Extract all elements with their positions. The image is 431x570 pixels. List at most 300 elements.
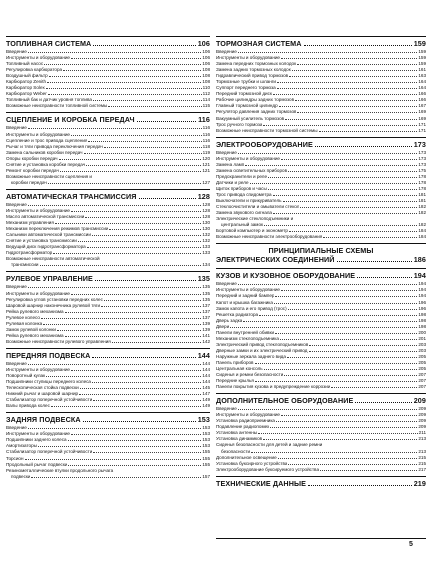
toc-section [6, 271, 210, 347]
entry-title: Замена передних тормозных колодок [216, 61, 297, 67]
section-heading[interactable] [216, 268, 426, 280]
entry-page: 178 [418, 173, 426, 179]
dot-leader [230, 327, 417, 328]
entry-page: 155 [202, 449, 210, 455]
entry-title: Щиток приборов и часы [216, 185, 267, 191]
entry-title: Наружные зеркала заднего вида [216, 353, 286, 359]
entry-title: Установка буксирного устройства [216, 460, 288, 466]
dot-leader [48, 94, 202, 95]
dot-leader [238, 153, 418, 154]
entry-title: Снятие и установка трансмиссии [6, 238, 77, 244]
entry-title: Возможные неисправности топливной системы [6, 103, 108, 109]
entry-title: Инструменты и оборудование [216, 412, 280, 418]
entry-page: 169 [418, 115, 426, 121]
dot-leader [279, 106, 418, 107]
section-page: 116 [198, 115, 210, 125]
section-title: ТОРМОЗНАЯ СИСТЕМА [216, 39, 302, 48]
dot-leader [31, 477, 201, 478]
entry-page: 135 [202, 290, 210, 296]
section-heading[interactable] [216, 393, 426, 405]
entry-title: Возможные неисправности рулевого управления [6, 338, 111, 344]
entry-title: Трос привода спидометра [216, 191, 272, 197]
section-title: ТОПЛИВНАЯ СИСТЕМА [6, 39, 92, 48]
entry-page: 106 [202, 49, 210, 54]
entry-page: 116 [202, 137, 210, 143]
entry-title: Карбюратор Zenith [6, 79, 47, 85]
dot-leader [276, 421, 417, 422]
entry-page: 120 [202, 155, 210, 161]
dot-leader [57, 330, 201, 331]
entry-page: 128 [202, 214, 210, 220]
dot-leader [277, 82, 417, 83]
entry-page: 115 [202, 103, 210, 109]
toc-section [6, 348, 210, 412]
entry-page: 173 [418, 155, 426, 161]
entry-title: Карбюратор Weber [6, 91, 47, 97]
entry-page: 133 [202, 250, 210, 256]
entry-title: Сальники автоматической трансмиссии [6, 232, 91, 238]
dot-leader [93, 452, 201, 453]
entry-title: Рейка рулевого механизма [6, 308, 64, 314]
entry-page: 181 [418, 191, 426, 197]
dot-leader [71, 434, 201, 435]
section-heading-line [216, 246, 426, 255]
dot-leader [245, 165, 417, 166]
bottom-rule [216, 538, 426, 539]
entry-title: Механизм управления [6, 220, 54, 226]
dot-leader [255, 381, 417, 382]
entry-title: Телескопическая стойка подвески [6, 385, 79, 391]
entry-title: Возможные неисправности сцепления и [6, 173, 92, 179]
toc-entry[interactable] [6, 468, 210, 480]
entry-title: Инструменты и оборудование [6, 290, 70, 296]
entry-page: 184 [418, 234, 426, 240]
entry-page: 155 [202, 455, 210, 461]
dot-leader [71, 211, 201, 212]
entry-title: Стабилизатор поперечной устойчивости [6, 397, 93, 403]
entry-title: Рулевое колесо [6, 314, 40, 320]
entry-title: Сиденья и ремни безопасности [216, 372, 284, 378]
entry-page: 144 [202, 360, 210, 366]
dot-leader [264, 225, 417, 226]
entry-page: 149 [202, 403, 210, 409]
entry-page: 116 [202, 131, 210, 137]
entry-page: 128 [202, 201, 210, 207]
entry-title: Инструменты и оборудование [6, 207, 70, 213]
dot-leader [274, 303, 417, 304]
section-heading[interactable] [216, 243, 426, 264]
dot-leader [78, 241, 202, 242]
entry-page: 207 [418, 372, 426, 378]
dot-leader [273, 94, 417, 95]
dot-leader [40, 265, 202, 266]
entry-page: 137 [202, 308, 210, 314]
section-title: КУЗОВ И КУЗОВНОЕ ОБОРУДОВАНИЕ [216, 271, 356, 281]
entry-title-continued: безопасности [221, 448, 251, 454]
section-page: 194 [413, 271, 426, 281]
entry-title: Подшипники заднего колеса [6, 437, 67, 443]
entry-title: Валы привода колес [6, 403, 50, 409]
toc-entry[interactable] [6, 174, 210, 186]
dot-leader [289, 76, 417, 77]
dot-leader [53, 253, 201, 254]
page-number: 5 [409, 541, 413, 548]
dot-leader [92, 235, 201, 236]
section-heading[interactable] [6, 271, 210, 283]
section-page: 209 [413, 396, 426, 406]
entry-page: 169 [418, 109, 426, 115]
entry-title: Передние крылья [216, 378, 254, 384]
dot-leader [268, 177, 417, 178]
entry-page: 217 [418, 466, 426, 472]
section-title: РУЛЕВОЕ УПРАВЛЕНИЕ [6, 274, 93, 284]
entry-page: 134 [202, 262, 210, 268]
dot-leader [71, 370, 201, 371]
section-gap [6, 480, 210, 483]
entry-title: Механизм стеклоподъемника [216, 335, 279, 341]
section-heading[interactable] [216, 36, 426, 48]
entry-page: 205 [418, 353, 426, 359]
dot-leader [357, 277, 412, 278]
dot-leader [47, 82, 201, 83]
entry-page: 194 [418, 287, 426, 293]
entry-title: Рычаг и тяги привода переключения передач [6, 143, 103, 149]
entry-page: 166 [418, 91, 426, 97]
dot-leader [85, 217, 201, 218]
entry-title-continued: подвески [11, 473, 31, 479]
entry-page: 207 [418, 384, 426, 390]
entry-page: 139 [202, 326, 210, 332]
entry-title: Установка динамиков [216, 436, 263, 442]
dot-leader [65, 336, 202, 337]
entry-page: 135 [202, 284, 210, 290]
dot-leader [68, 465, 201, 466]
entry-page: 196 [418, 299, 426, 305]
dot-leader [275, 333, 417, 334]
entry-page: 207 [418, 378, 426, 384]
entry-title: Панели внутренней обивки [216, 329, 275, 335]
entry-title: Торсион [6, 455, 24, 461]
entry-title: Дверные замки и их электрический привод [216, 347, 308, 353]
entry-page: 137 [202, 314, 210, 320]
dot-leader [259, 315, 417, 316]
entry-page: 175 [418, 167, 426, 173]
entry-page: 153 [202, 425, 210, 431]
entry-title: Замена ламп [216, 161, 245, 167]
entry-title: Вакуумный усилитель тормозов [216, 115, 285, 121]
section-title: ТЕХНИЧЕСКИЕ ДАННЫЕ [216, 478, 307, 488]
dot-leader [86, 165, 201, 166]
dot-leader [319, 131, 418, 132]
dot-leader [277, 88, 418, 89]
entry-title: Трос ручного тормоза [216, 121, 263, 127]
dot-leader [79, 394, 201, 395]
dot-leader [268, 189, 418, 190]
entry-title: Электрические стеклоподъемники и [216, 216, 294, 222]
dot-leader [55, 223, 201, 224]
entry-page: 184 [418, 228, 426, 234]
dot-leader [83, 421, 196, 422]
section-title: СЦЕПЛЕНИЕ И КОРОБКА ПЕРЕДАЧ [6, 115, 135, 125]
entry-title: Рулевая колонка [6, 320, 43, 326]
dot-leader [300, 207, 417, 208]
section-heading[interactable] [216, 137, 426, 149]
entry-page: 201 [418, 335, 426, 341]
dot-leader [59, 159, 202, 160]
dot-leader [281, 290, 417, 291]
section-page: 173 [413, 139, 426, 149]
entry-title: Введение [6, 284, 27, 290]
entry-title: Возможные неисправности тормозной системы [216, 127, 318, 133]
entry-title: Введение [6, 425, 27, 431]
dot-leader [288, 309, 418, 310]
entry-title: Введение [216, 406, 237, 412]
entry-page: 135 [202, 296, 210, 302]
toc-entry[interactable] [216, 442, 426, 454]
entry-title: Электрооборудование буксируемого устройства [216, 466, 319, 472]
dot-leader [63, 70, 201, 71]
entry-page: 209 [418, 418, 426, 424]
entry-title: Масло автоматической трансмиссии [6, 214, 85, 220]
dot-leader [93, 100, 202, 101]
section-page: 159 [413, 39, 426, 48]
entry-title: Инструменты и оборудование [216, 55, 280, 61]
dot-leader [238, 284, 418, 285]
entry-title: Введение [6, 201, 27, 207]
entry-title: Механизм переключения режимов трансмиссии [6, 226, 109, 232]
dot-leader [51, 406, 201, 407]
toc-entry[interactable] [216, 216, 426, 228]
entry-title: Введение [216, 281, 237, 287]
dot-leader [28, 205, 202, 206]
dot-leader [323, 237, 417, 238]
dot-leader [288, 464, 417, 465]
dot-leader [137, 121, 196, 122]
entry-page: 194 [418, 293, 426, 299]
entry-page: 200 [418, 329, 426, 335]
entry-title: Регулировка углов установки передних колес [6, 296, 103, 302]
entry-title: Выключатели и прикуриватель [216, 198, 282, 204]
entry-page: 161 [418, 67, 426, 73]
entry-page: 164 [418, 79, 426, 85]
entry-title: Продольный рычаг подвески [6, 461, 68, 467]
toc-section [216, 36, 426, 137]
dot-leader [48, 183, 202, 184]
section-heading[interactable] [6, 36, 210, 48]
entry-title: Тормозные трубки и шланги [216, 79, 276, 85]
entry-title: Двери [216, 323, 230, 329]
section-heading[interactable] [6, 412, 210, 424]
entry-title: Замена сальников коробки передач [6, 149, 83, 155]
dot-leader [139, 198, 196, 199]
section-page: 144 [197, 350, 210, 360]
section-heading[interactable] [6, 112, 210, 124]
toc-section [216, 393, 426, 476]
entry-page: 144 [202, 366, 210, 372]
dot-leader [309, 345, 417, 346]
entry-title: Карбюратор Solex [6, 85, 45, 91]
dot-leader [270, 427, 417, 428]
toc-section [6, 112, 210, 188]
entry-title: Возможные неисправности электрооборудования [216, 234, 323, 240]
entry-page: 159 [418, 55, 426, 61]
entry-page: 182 [418, 222, 426, 228]
entry-page: 159 [418, 61, 426, 67]
entry-title: Суппорт переднего тормоза [216, 85, 276, 91]
dot-leader [104, 147, 202, 148]
dot-leader [68, 440, 202, 441]
dot-leader [46, 88, 202, 89]
entry-page: 166 [418, 97, 426, 103]
entry-page: 118 [202, 143, 210, 149]
toc-entry[interactable] [6, 256, 210, 268]
entry-title: Резинометаллические втулки продольного рычага [6, 467, 114, 473]
dot-leader [255, 363, 418, 364]
section-heading[interactable] [6, 348, 210, 360]
entry-title: Опоры коробки передач [6, 155, 58, 161]
entry-title: Панели покрытия кузова и предупреждение коррозии [216, 384, 331, 390]
dot-leader [304, 45, 412, 46]
entry-title: Рабочие цилиндры задних тормозов [216, 97, 295, 103]
dot-leader [84, 153, 202, 154]
entry-page: 213 [418, 448, 426, 454]
entry-page: 121 [202, 161, 210, 167]
entry-page: 157 [202, 473, 210, 479]
entry-title: Центральная консоль [216, 366, 263, 372]
dot-leader [297, 112, 417, 113]
entry-title: Инструменты и оборудование [6, 55, 70, 61]
section-heading-line [216, 255, 426, 264]
entry-title: Инструменты и оборудование [6, 431, 70, 437]
dot-leader [109, 229, 201, 230]
dot-leader [337, 261, 412, 262]
entry-page: 108 [202, 67, 210, 73]
dot-leader [284, 375, 417, 376]
entry-title: Подавление радиопомех [216, 424, 270, 430]
dot-leader [263, 125, 417, 126]
entry-title: Дополнительное освещение [216, 454, 277, 460]
entry-title: Установка антенны [216, 430, 258, 436]
entry-page: 205 [418, 359, 426, 365]
entry-page: 178 [418, 185, 426, 191]
entry-title: Решетка радиатора [216, 311, 259, 317]
entry-page: 119 [202, 149, 210, 155]
dot-leader [292, 70, 418, 71]
dot-leader [331, 387, 417, 388]
dot-leader [315, 146, 412, 147]
entry-page: 209 [418, 412, 426, 418]
entry-title: Регулировка карбюратора [6, 67, 63, 73]
dot-leader [28, 287, 202, 288]
entry-title: Электрический привод стеклоподъемников [216, 341, 309, 347]
entry-page: 198 [418, 323, 426, 329]
entry-title: Инструменты и оборудование [6, 131, 70, 137]
dot-leader [280, 339, 417, 340]
section-page: 106 [197, 39, 210, 48]
dot-leader [287, 357, 417, 358]
entry-title: Дверь задка [216, 317, 243, 323]
dot-leader [92, 382, 201, 383]
entry-page: 171 [418, 121, 426, 127]
entry-title: Поворотный кулак [6, 373, 46, 379]
dot-leader [108, 106, 201, 107]
entry-page: 182 [418, 204, 426, 210]
entry-page: 141 [202, 332, 210, 338]
entry-page: 173 [418, 161, 426, 167]
toc-section [6, 189, 210, 272]
dot-leader [297, 64, 417, 65]
section-page: 219 [413, 478, 426, 488]
entry-title: Замена задних тормозных колодок [216, 67, 291, 73]
toc-section [6, 412, 210, 482]
entry-page: 198 [418, 317, 426, 323]
entry-page: 167 [418, 103, 426, 109]
entry-page: 215 [418, 454, 426, 460]
entry-title: Замена осветительных приборов [216, 167, 288, 173]
dot-leader [278, 458, 418, 459]
dot-leader [71, 294, 201, 295]
dot-leader [243, 321, 417, 322]
section-title: ПЕРЕДНЯЯ ПОДВЕСКА [6, 350, 91, 360]
entry-page: 132 [202, 232, 210, 238]
entry-title: Инструменты и оборудование [216, 287, 280, 293]
entry-page: 114 [202, 97, 210, 103]
dot-leader [285, 119, 417, 120]
toc-section [216, 137, 426, 244]
entry-page: 159 [418, 49, 426, 54]
entry-title: Замена звукового сигнала [216, 210, 272, 216]
entry-title: Возможные неисправности автоматической [6, 256, 100, 262]
section-title-continued: ЭЛЕКТРИЧЕСКИХ СОЕДИНЕНИЙ [216, 255, 335, 265]
entry-page: 196 [418, 305, 426, 311]
entry-page: 153 [202, 437, 210, 443]
entry-page: 203 [418, 347, 426, 353]
entry-title: Введение [6, 125, 27, 131]
dot-leader [308, 485, 412, 486]
section-page: 135 [197, 274, 210, 284]
dot-leader [28, 128, 202, 129]
dot-leader [112, 342, 202, 343]
entry-title: Капот и крышка багажника [216, 299, 273, 305]
entry-page: 194 [418, 281, 426, 287]
section-title: ЗАДНЯЯ ПОДВЕСКА [6, 415, 81, 425]
entry-title: Предохранители и реле [216, 173, 268, 179]
entry-title: Инструменты и оборудование [6, 366, 70, 372]
entry-title: Топливный насос [6, 61, 44, 67]
dot-leader [283, 201, 418, 202]
entry-page: 130 [202, 226, 210, 232]
entry-page: 108 [202, 79, 210, 85]
entry-page: 106 [202, 55, 210, 61]
dot-leader [88, 141, 201, 142]
entry-page: 144 [202, 373, 210, 379]
entry-page: 149 [202, 397, 210, 403]
dot-leader [101, 306, 201, 307]
section-heading[interactable] [216, 476, 426, 488]
entry-title: Сцепление и трос привода сцепления [6, 137, 88, 143]
dot-leader [28, 428, 202, 429]
entry-page: 139 [202, 320, 210, 326]
dot-leader [281, 159, 417, 160]
section-heading[interactable] [6, 189, 210, 201]
dot-leader [80, 388, 202, 389]
dot-leader [46, 376, 201, 377]
entry-page: 215 [418, 460, 426, 466]
entry-page: 108 [202, 73, 210, 79]
entry-title: Инструменты и оборудование [216, 155, 280, 161]
toc-left-column [6, 36, 210, 483]
entry-page: 205 [418, 366, 426, 372]
